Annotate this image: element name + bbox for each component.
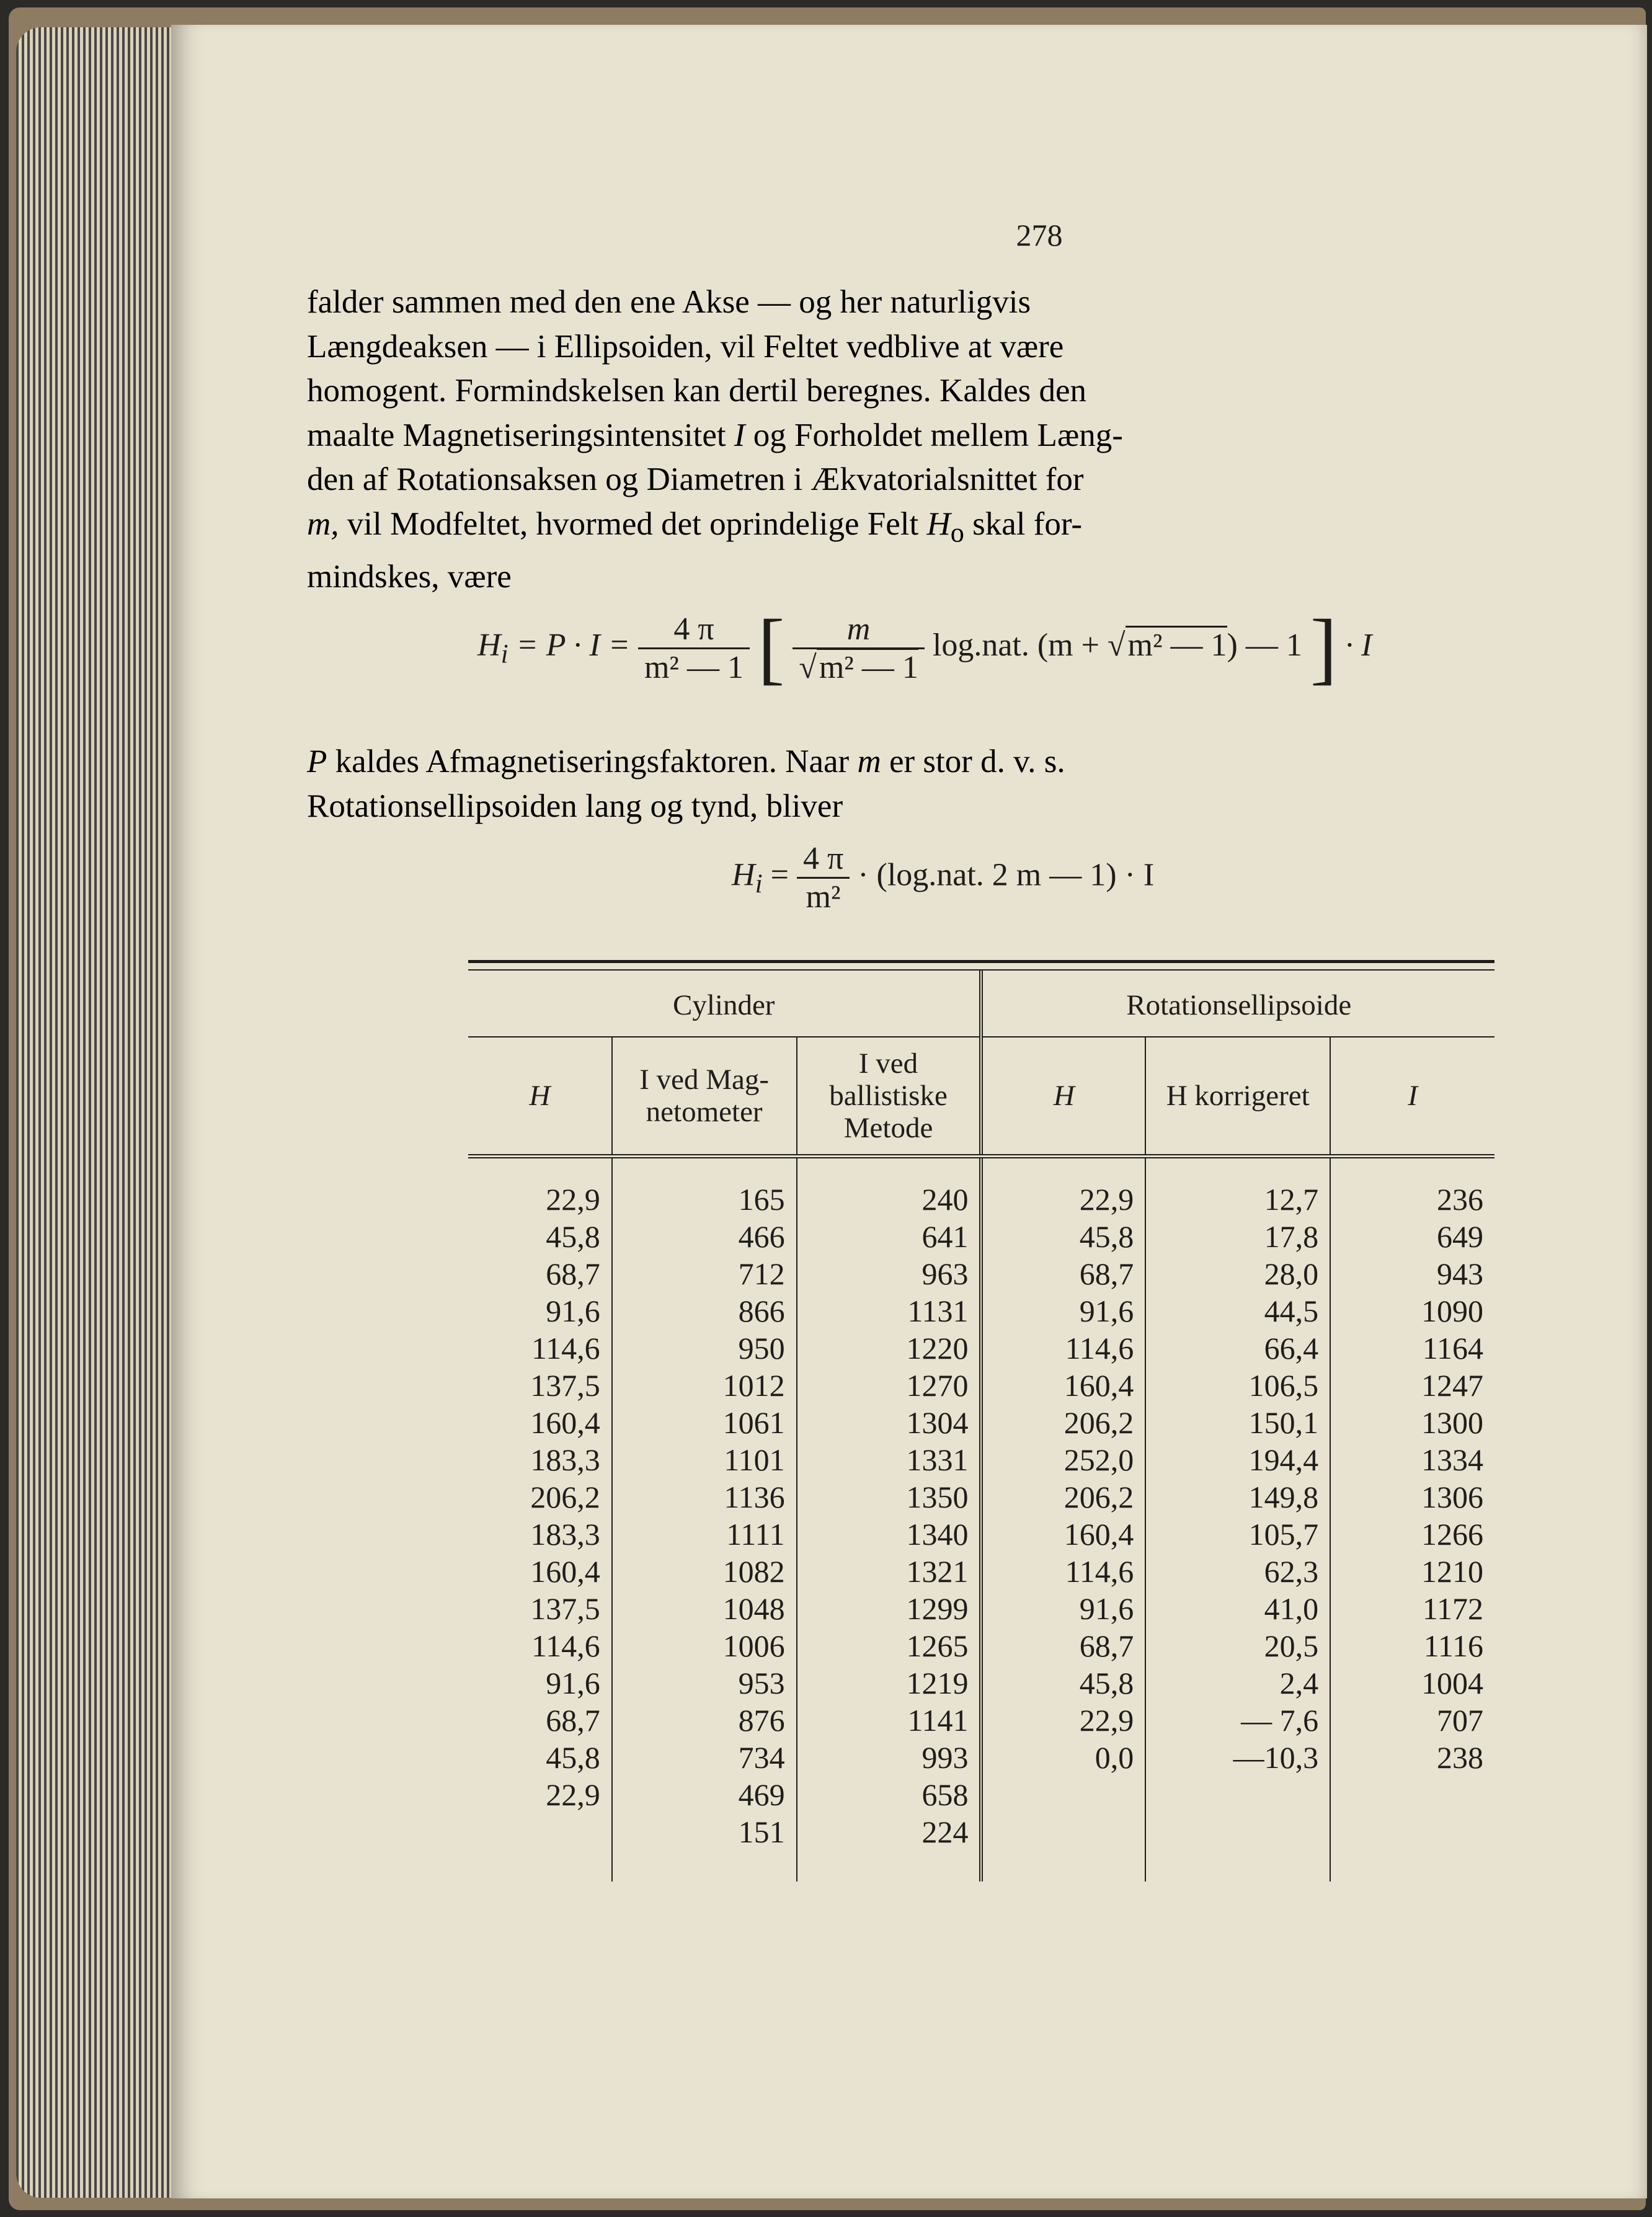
table-cell: 68,7 <box>981 1627 1145 1664</box>
table-cell: 469 <box>612 1776 797 1813</box>
table-cell: 12,7 <box>1145 1157 1330 1219</box>
paragraph-2 <box>307 740 1507 829</box>
table-top-rule <box>468 960 1494 971</box>
table-cell: 206,2 <box>981 1478 1145 1516</box>
p1-line-3: homogent. Formindskelsen kan dertil beregnes. Kaldes den <box>307 373 1086 409</box>
table-cell: 224 <box>797 1813 982 1882</box>
table-cell: 1220 <box>797 1330 982 1367</box>
table-cell: 1116 <box>1423 1628 1483 1663</box>
col-header-H: H <box>468 1037 612 1157</box>
p1-line-1: falder sammen med den ene Akse — og her naturligvis <box>307 284 1031 320</box>
table-cell: 114,6 <box>468 1627 612 1664</box>
table-cell: 1012 <box>612 1367 797 1404</box>
p2-line-2: Rotationsellipsoiden lang og tynd, bliver <box>307 788 843 824</box>
table-cell: 1111 <box>612 1516 797 1553</box>
table-cell: 466 <box>612 1218 797 1255</box>
table-cell: 45,8 <box>468 1739 612 1776</box>
table-cell: 114,6 <box>981 1553 1145 1590</box>
table-cell: 44,5 <box>1145 1292 1330 1330</box>
table-cell: 1300 <box>1421 1405 1483 1440</box>
table-cell: 183,3 <box>468 1441 612 1478</box>
table-cell <box>1330 1813 1494 1882</box>
table-cell: 1219 <box>797 1664 982 1702</box>
table-cell <box>1145 1813 1330 1882</box>
table-cell: 1247 <box>1421 1368 1483 1403</box>
p1-line-6: m, vil Modfeltet, hvormed det oprindelige Felt $H_o$ skal for- <box>307 505 1083 548</box>
table-row <box>468 1478 1494 1516</box>
table-cell: 91,6 <box>468 1292 612 1330</box>
table-cell: 22,9 <box>468 1776 612 1813</box>
table-cell: 1306 <box>1421 1480 1483 1514</box>
table-cell: 993 <box>797 1739 982 1776</box>
table-cell: 1082 <box>612 1553 797 1590</box>
table-cell: 91,6 <box>981 1292 1145 1330</box>
data-table <box>468 960 1494 1882</box>
table-cell: 1266 <box>1421 1517 1483 1552</box>
table-cell: 658 <box>797 1776 982 1813</box>
table-cell: 1270 <box>797 1367 982 1404</box>
page-number: 278 <box>1016 218 1063 252</box>
table-cell: 165 <box>612 1157 797 1219</box>
table-cell: 236 <box>1437 1182 1483 1217</box>
table-cell: 1210 <box>1421 1554 1483 1589</box>
table-row <box>468 1627 1494 1664</box>
table-cell: 114,6 <box>468 1330 612 1367</box>
table-cell: 1090 <box>1421 1294 1483 1328</box>
table-cell: 22,9 <box>468 1157 612 1219</box>
table-cell: 66,4 <box>1145 1330 1330 1367</box>
table-cell: 160,4 <box>468 1404 612 1441</box>
table-cell: 712 <box>612 1255 797 1292</box>
table-row <box>468 1367 1494 1404</box>
table-cell: 183,3 <box>468 1516 612 1553</box>
group-header-ellipsoid: Rotationsellipsoide <box>981 971 1494 1037</box>
table-cell: 91,6 <box>468 1664 612 1702</box>
table-cell: 106,5 <box>1145 1367 1330 1404</box>
table-cell <box>1145 1776 1330 1813</box>
table-cell: — 7,6 <box>1145 1702 1330 1739</box>
table-row <box>468 1776 1494 1813</box>
table-cell <box>981 1813 1145 1882</box>
p1-line-5: den af Rotationsaksen og Diametren i Ækvatorialsnittet for <box>307 461 1084 497</box>
table-cell <box>1330 1776 1494 1813</box>
table-row <box>468 1813 1494 1882</box>
table-cell: 68,7 <box>981 1255 1145 1292</box>
table-row <box>468 1590 1494 1627</box>
table-cell: 238 <box>1437 1740 1483 1775</box>
table-cell: 206,2 <box>468 1478 612 1516</box>
table-cell: 41,0 <box>1145 1590 1330 1627</box>
table-cell: 151 <box>612 1813 797 1882</box>
table-cell: 62,3 <box>1145 1553 1330 1590</box>
table-row <box>468 1404 1494 1441</box>
table-cell: 20,5 <box>1145 1627 1330 1664</box>
table-cell: 707 <box>1437 1703 1483 1738</box>
table-row <box>468 1255 1494 1292</box>
table-cell: 1299 <box>797 1590 982 1627</box>
group-header-cylinder: Cylinder <box>468 971 981 1037</box>
table-cell: 137,5 <box>468 1590 612 1627</box>
p2-line-1: P kaldes Afmagnetiseringsfaktoren. Naar m er stor d. v. s. <box>307 744 1065 780</box>
table-row <box>468 1664 1494 1702</box>
table-cell <box>981 1776 1145 1813</box>
table-row <box>468 1157 1494 1219</box>
table-cell: 17,8 <box>1145 1218 1330 1255</box>
table-cell: 45,8 <box>981 1218 1145 1255</box>
table-cell: 1340 <box>797 1516 982 1553</box>
table-cell: 252,0 <box>981 1441 1145 1478</box>
table-cell: 641 <box>797 1218 982 1255</box>
table-cell: 114,6 <box>981 1330 1145 1367</box>
page-edges <box>16 27 177 2198</box>
table-cell: 1131 <box>797 1292 982 1330</box>
table-cell: 22,9 <box>981 1157 1145 1219</box>
table-cell: 953 <box>612 1664 797 1702</box>
table-cell: 1136 <box>612 1478 797 1516</box>
formula-long-ellipsoid: $H_i$ = $\frac{4 \pi}{\text{m²}}$ · (log.nat. 2 m — 1) · I <box>732 841 1155 915</box>
table-cell: 1141 <box>797 1702 982 1739</box>
col-header-I-magnetometer: I ved Mag-netometer <box>612 1037 797 1157</box>
table-cell: 105,7 <box>1145 1516 1330 1553</box>
col-header-H-corrected: H korrigeret <box>1145 1037 1330 1157</box>
table-cell: 734 <box>612 1739 797 1776</box>
table-cell: 649 <box>1437 1219 1483 1254</box>
table-row <box>468 1516 1494 1553</box>
table-cell: 950 <box>612 1330 797 1367</box>
frac-4pi: $\frac{4 \pi}{\text{m² — 1}}$ <box>638 611 750 686</box>
table-cell: 0,0 <box>981 1739 1145 1776</box>
table-cell: 160,4 <box>468 1553 612 1590</box>
table-cell: 45,8 <box>981 1664 1145 1702</box>
table-row <box>468 1702 1494 1739</box>
frac-m-sqrt: $\frac{m}{\text{√m² — 1}}$ <box>793 611 925 686</box>
table-row <box>468 1292 1494 1330</box>
table-cell: 1164 <box>1422 1331 1483 1366</box>
p1-line-7: mindskes, være <box>307 558 512 595</box>
table-cell: —10,3 <box>1145 1739 1330 1776</box>
table-row <box>468 1330 1494 1367</box>
table-cell: 28,0 <box>1145 1255 1330 1292</box>
paragraph-1 <box>307 280 1507 599</box>
col-header-I-ballistic: I ved ballistiske Metode <box>797 1037 982 1157</box>
table-cell: 1006 <box>612 1627 797 1664</box>
table-cell: 194,4 <box>1145 1441 1330 1478</box>
table-cell: 1350 <box>797 1478 982 1516</box>
table-cell: 137,5 <box>468 1367 612 1404</box>
col-header-I-ellipsoid: I <box>1408 1080 1418 1112</box>
table-cell: 160,4 <box>981 1367 1145 1404</box>
p1-line-4: maalte Magnetiseringsintensitet I og Forholdet mellem Læng- <box>307 417 1123 453</box>
col-header-H-ellipsoid: H <box>981 1037 1145 1157</box>
table-row <box>468 1218 1494 1255</box>
table-cell: 1304 <box>797 1404 982 1441</box>
table-cell: 1321 <box>797 1553 982 1590</box>
table-cell: 1004 <box>1421 1666 1483 1700</box>
table-cell: 68,7 <box>468 1255 612 1292</box>
table-cell: 150,1 <box>1145 1404 1330 1441</box>
p1-line-2: Længdeaksen — i Ellipsoiden, vil Feltet vedblive at være <box>307 328 1064 365</box>
table-cell: 943 <box>1437 1256 1483 1291</box>
table-cell: 45,8 <box>468 1218 612 1255</box>
table-cell: 866 <box>612 1292 797 1330</box>
table-cell: 22,9 <box>981 1702 1145 1739</box>
table-row <box>468 1739 1494 1776</box>
table-cell: 1101 <box>612 1441 797 1478</box>
table-cell: 91,6 <box>981 1590 1145 1627</box>
table-row <box>468 1441 1494 1478</box>
table-cell: 876 <box>612 1702 797 1739</box>
table-row <box>468 1553 1494 1590</box>
table-cell: 240 <box>797 1157 982 1219</box>
table-cell: 68,7 <box>468 1702 612 1739</box>
table-cell: 1334 <box>1421 1442 1483 1477</box>
table-cell: 160,4 <box>981 1516 1145 1553</box>
table-cell: 2,4 <box>1145 1664 1330 1702</box>
table-cell <box>468 1813 612 1882</box>
table-cell: 1331 <box>797 1441 982 1478</box>
table-cell: 1061 <box>612 1404 797 1441</box>
table-cell: 206,2 <box>981 1404 1145 1441</box>
table-cell: 1265 <box>797 1627 982 1664</box>
formula-demagnetizing-field: $H_i = P \cdot I$ = $\frac{4 \pi}{\text{m² — 1}}$ [ $\frac{m}{\text{√m² — 1}}$ log.nat. (m + √m² — 1) — 1 ] · I <box>477 603 1372 693</box>
table-cell: 149,8 <box>1145 1478 1330 1516</box>
frac-4pi-m2: $\frac{4 \pi}{\text{m²}}$ <box>797 840 850 915</box>
table-cell: 1048 <box>612 1590 797 1627</box>
table-cell: 1172 <box>1422 1591 1483 1626</box>
table-cell: 963 <box>797 1255 982 1292</box>
